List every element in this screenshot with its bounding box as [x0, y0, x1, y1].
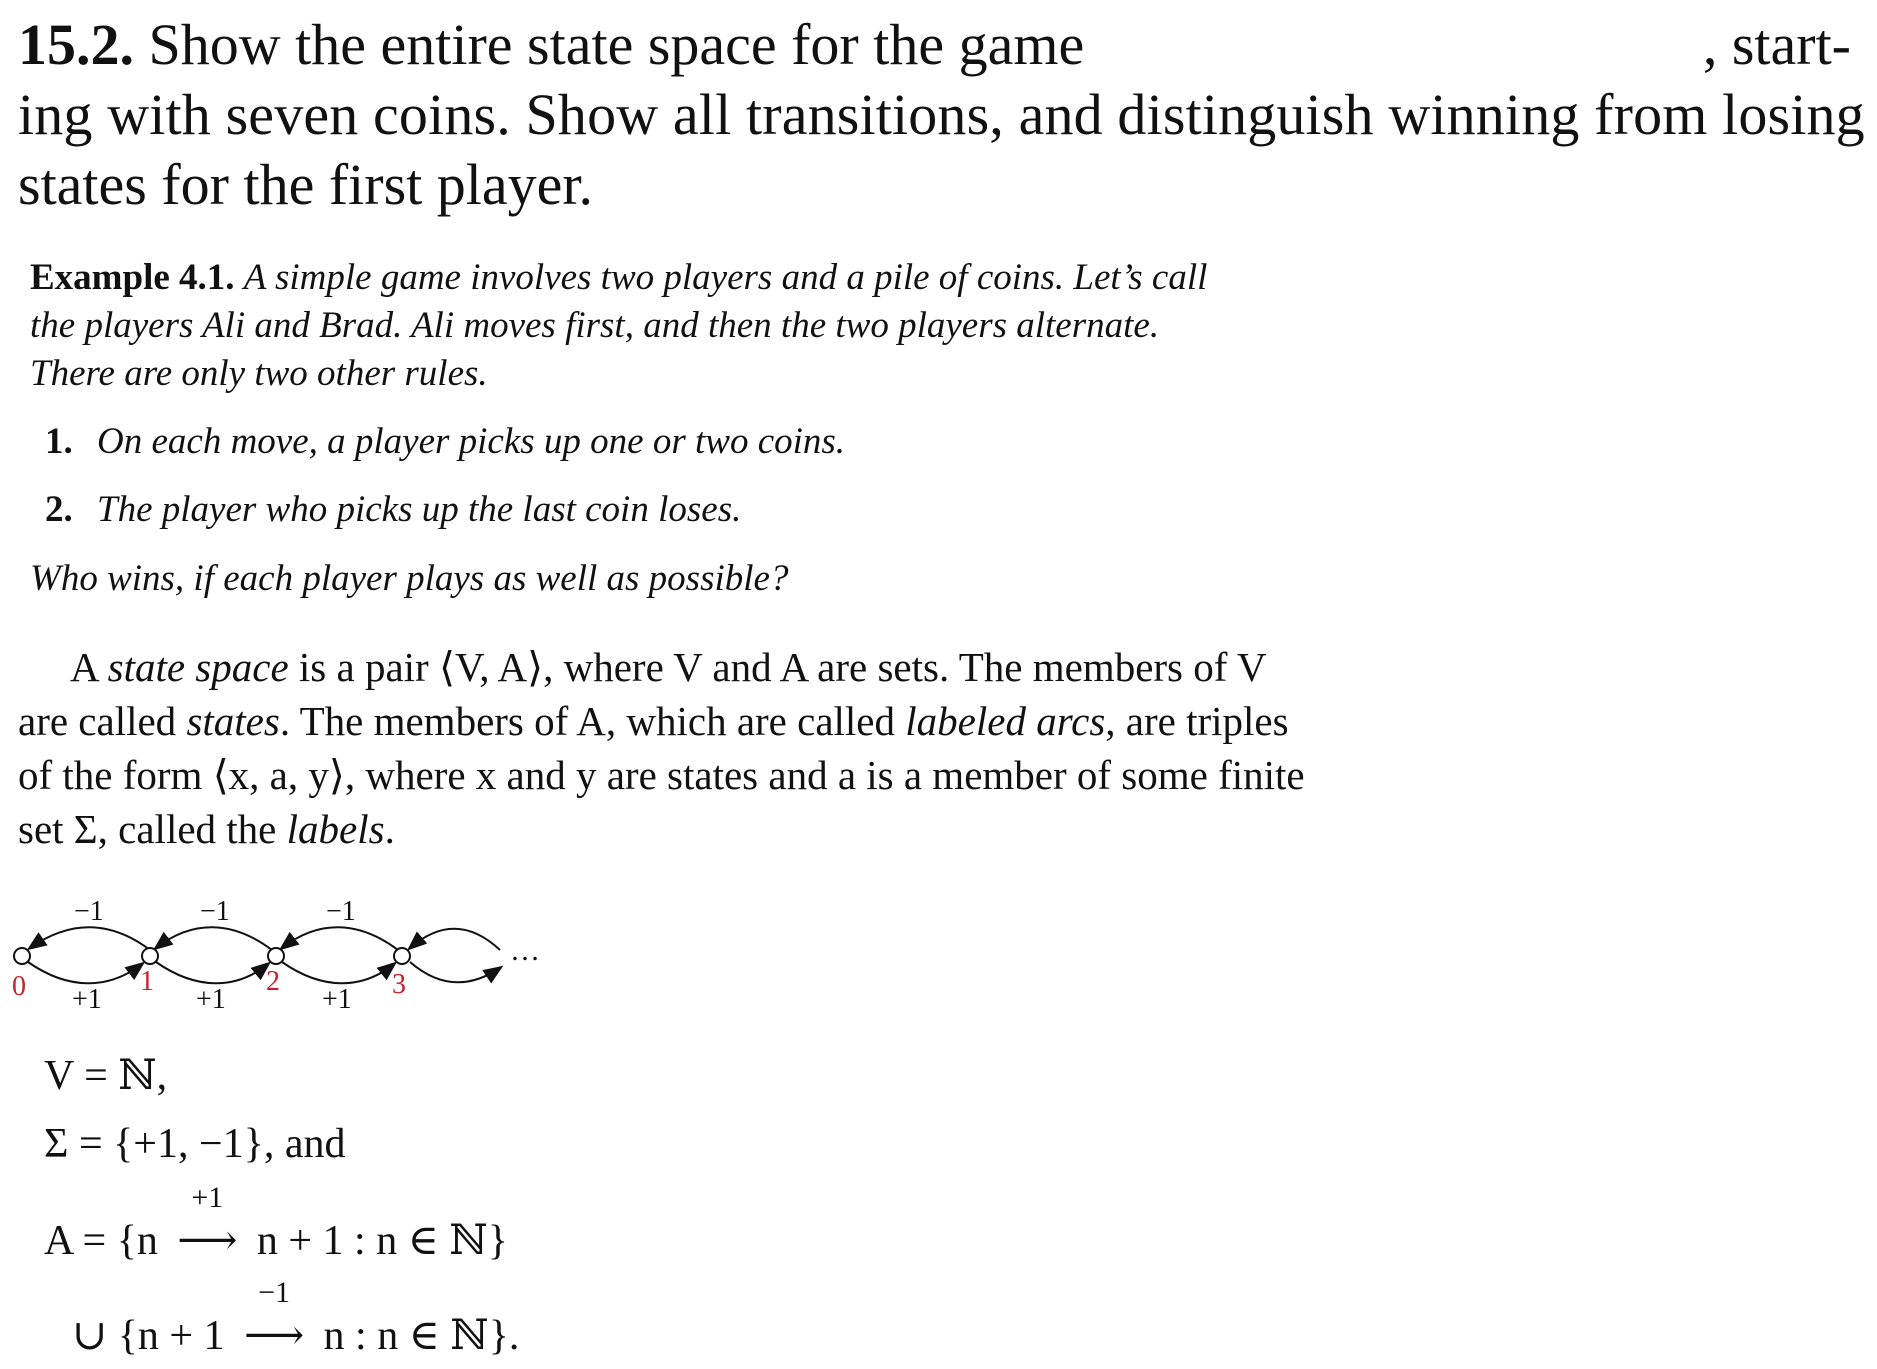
example-heading: Example 4.1.	[30, 257, 235, 298]
para-line-4	[18, 802, 1348, 856]
para-line-3: of the form ⟨x, a, y⟩, where x and y are states and a is a member of some finite	[18, 752, 1305, 798]
state-node	[142, 948, 158, 964]
ellipsis: …	[510, 934, 540, 967]
term-labels: labels	[286, 806, 385, 852]
para-text: A	[70, 644, 108, 690]
arc-backward	[156, 927, 272, 950]
forward-label: +1	[72, 984, 102, 1015]
state-node	[268, 948, 284, 964]
backward-label: −1	[326, 896, 356, 927]
problem-line-3: states for the first player.	[18, 152, 593, 217]
term-states: states	[186, 698, 280, 744]
math-v-def	[44, 1050, 167, 1100]
para-text: are called	[18, 698, 187, 744]
math-a-union	[72, 1276, 520, 1360]
para-line-2	[18, 694, 1348, 748]
arc-backward	[410, 929, 500, 950]
problem-statement	[18, 10, 1865, 220]
problem-line-2: ing with seven coins. Show all transitions, and distinguish winning from losing	[18, 82, 1865, 147]
para-text: .	[384, 806, 395, 852]
state-diagram	[0, 880, 600, 1030]
example-line-2: the players Ali and Brad. Ali moves first, and then the two players alternate.	[30, 305, 1160, 346]
math-text: ∪ {n + 1	[72, 1313, 225, 1359]
math-text: n : n ∈ ℕ}.	[323, 1313, 520, 1359]
state-node	[14, 948, 30, 964]
example-text-1: A simple game involves two players and a pile of coins. Let’s call	[243, 257, 1208, 298]
problem-text-1: Show the entire state space for the game	[148, 12, 1085, 77]
arc-backward	[30, 927, 150, 950]
term-labeled-arcs: labeled arcs	[905, 698, 1106, 744]
problem-number: 15.2.	[18, 12, 134, 77]
problem-text-1-end: , start-	[1702, 12, 1851, 77]
example-question: Who wins, if each player plays as well as possible?	[30, 558, 789, 599]
example-line-1	[30, 254, 1208, 302]
arrow-label: −1	[258, 1276, 290, 1309]
para-line-1	[18, 640, 1348, 694]
rule-number: 2.	[45, 489, 73, 530]
backward-label: −1	[74, 896, 104, 927]
arc-backward	[282, 927, 398, 950]
para-text: set Σ, called the	[18, 806, 287, 852]
rule-number: 1.	[45, 421, 73, 462]
node-label: 2	[266, 966, 280, 997]
node-label: 0	[12, 971, 26, 1002]
arc-forward	[156, 962, 268, 983]
arc-forward	[28, 962, 142, 983]
node-label: 1	[140, 966, 154, 997]
para-text: , are triples	[1105, 698, 1289, 744]
para-text: is a pair ⟨V, A⟩, where V and A are sets. The members of V	[288, 644, 1267, 690]
rule-text: On each move, a player picks up one or two coins.	[97, 421, 846, 462]
node-label: 3	[392, 969, 406, 1000]
state-node	[394, 948, 410, 964]
forward-label: +1	[322, 984, 352, 1015]
example-block	[30, 254, 1208, 398]
rule-text: The player who picks up the last coin loses.	[97, 489, 742, 530]
forward-label: +1	[196, 984, 226, 1015]
arc-forward	[410, 962, 500, 982]
math-sigma-def	[44, 1120, 345, 1168]
math-a-def	[44, 1181, 508, 1265]
math-text: V = ℕ,	[44, 1053, 168, 1099]
rule-item	[45, 420, 845, 463]
rule-item	[45, 488, 741, 531]
problem-line-1	[18, 10, 1858, 80]
example-line-3: There are only two other rules.	[30, 353, 488, 394]
state-space-paragraph	[18, 640, 1348, 856]
math-text: Σ = {+1, −1}, and	[44, 1121, 346, 1167]
math-text: n + 1 : n ∈ ℕ}	[256, 1218, 508, 1264]
para-text: . The members of A, which are called	[279, 698, 906, 744]
backward-label: −1	[200, 896, 230, 927]
labeled-arrow: −1 ⟶	[235, 1310, 313, 1360]
labeled-arrow: +1 ⟶	[168, 1215, 246, 1265]
term-state-space: state space	[107, 644, 289, 690]
arrow-label: +1	[191, 1181, 224, 1214]
arc-forward	[282, 962, 394, 983]
math-text: A = {n	[44, 1218, 158, 1264]
